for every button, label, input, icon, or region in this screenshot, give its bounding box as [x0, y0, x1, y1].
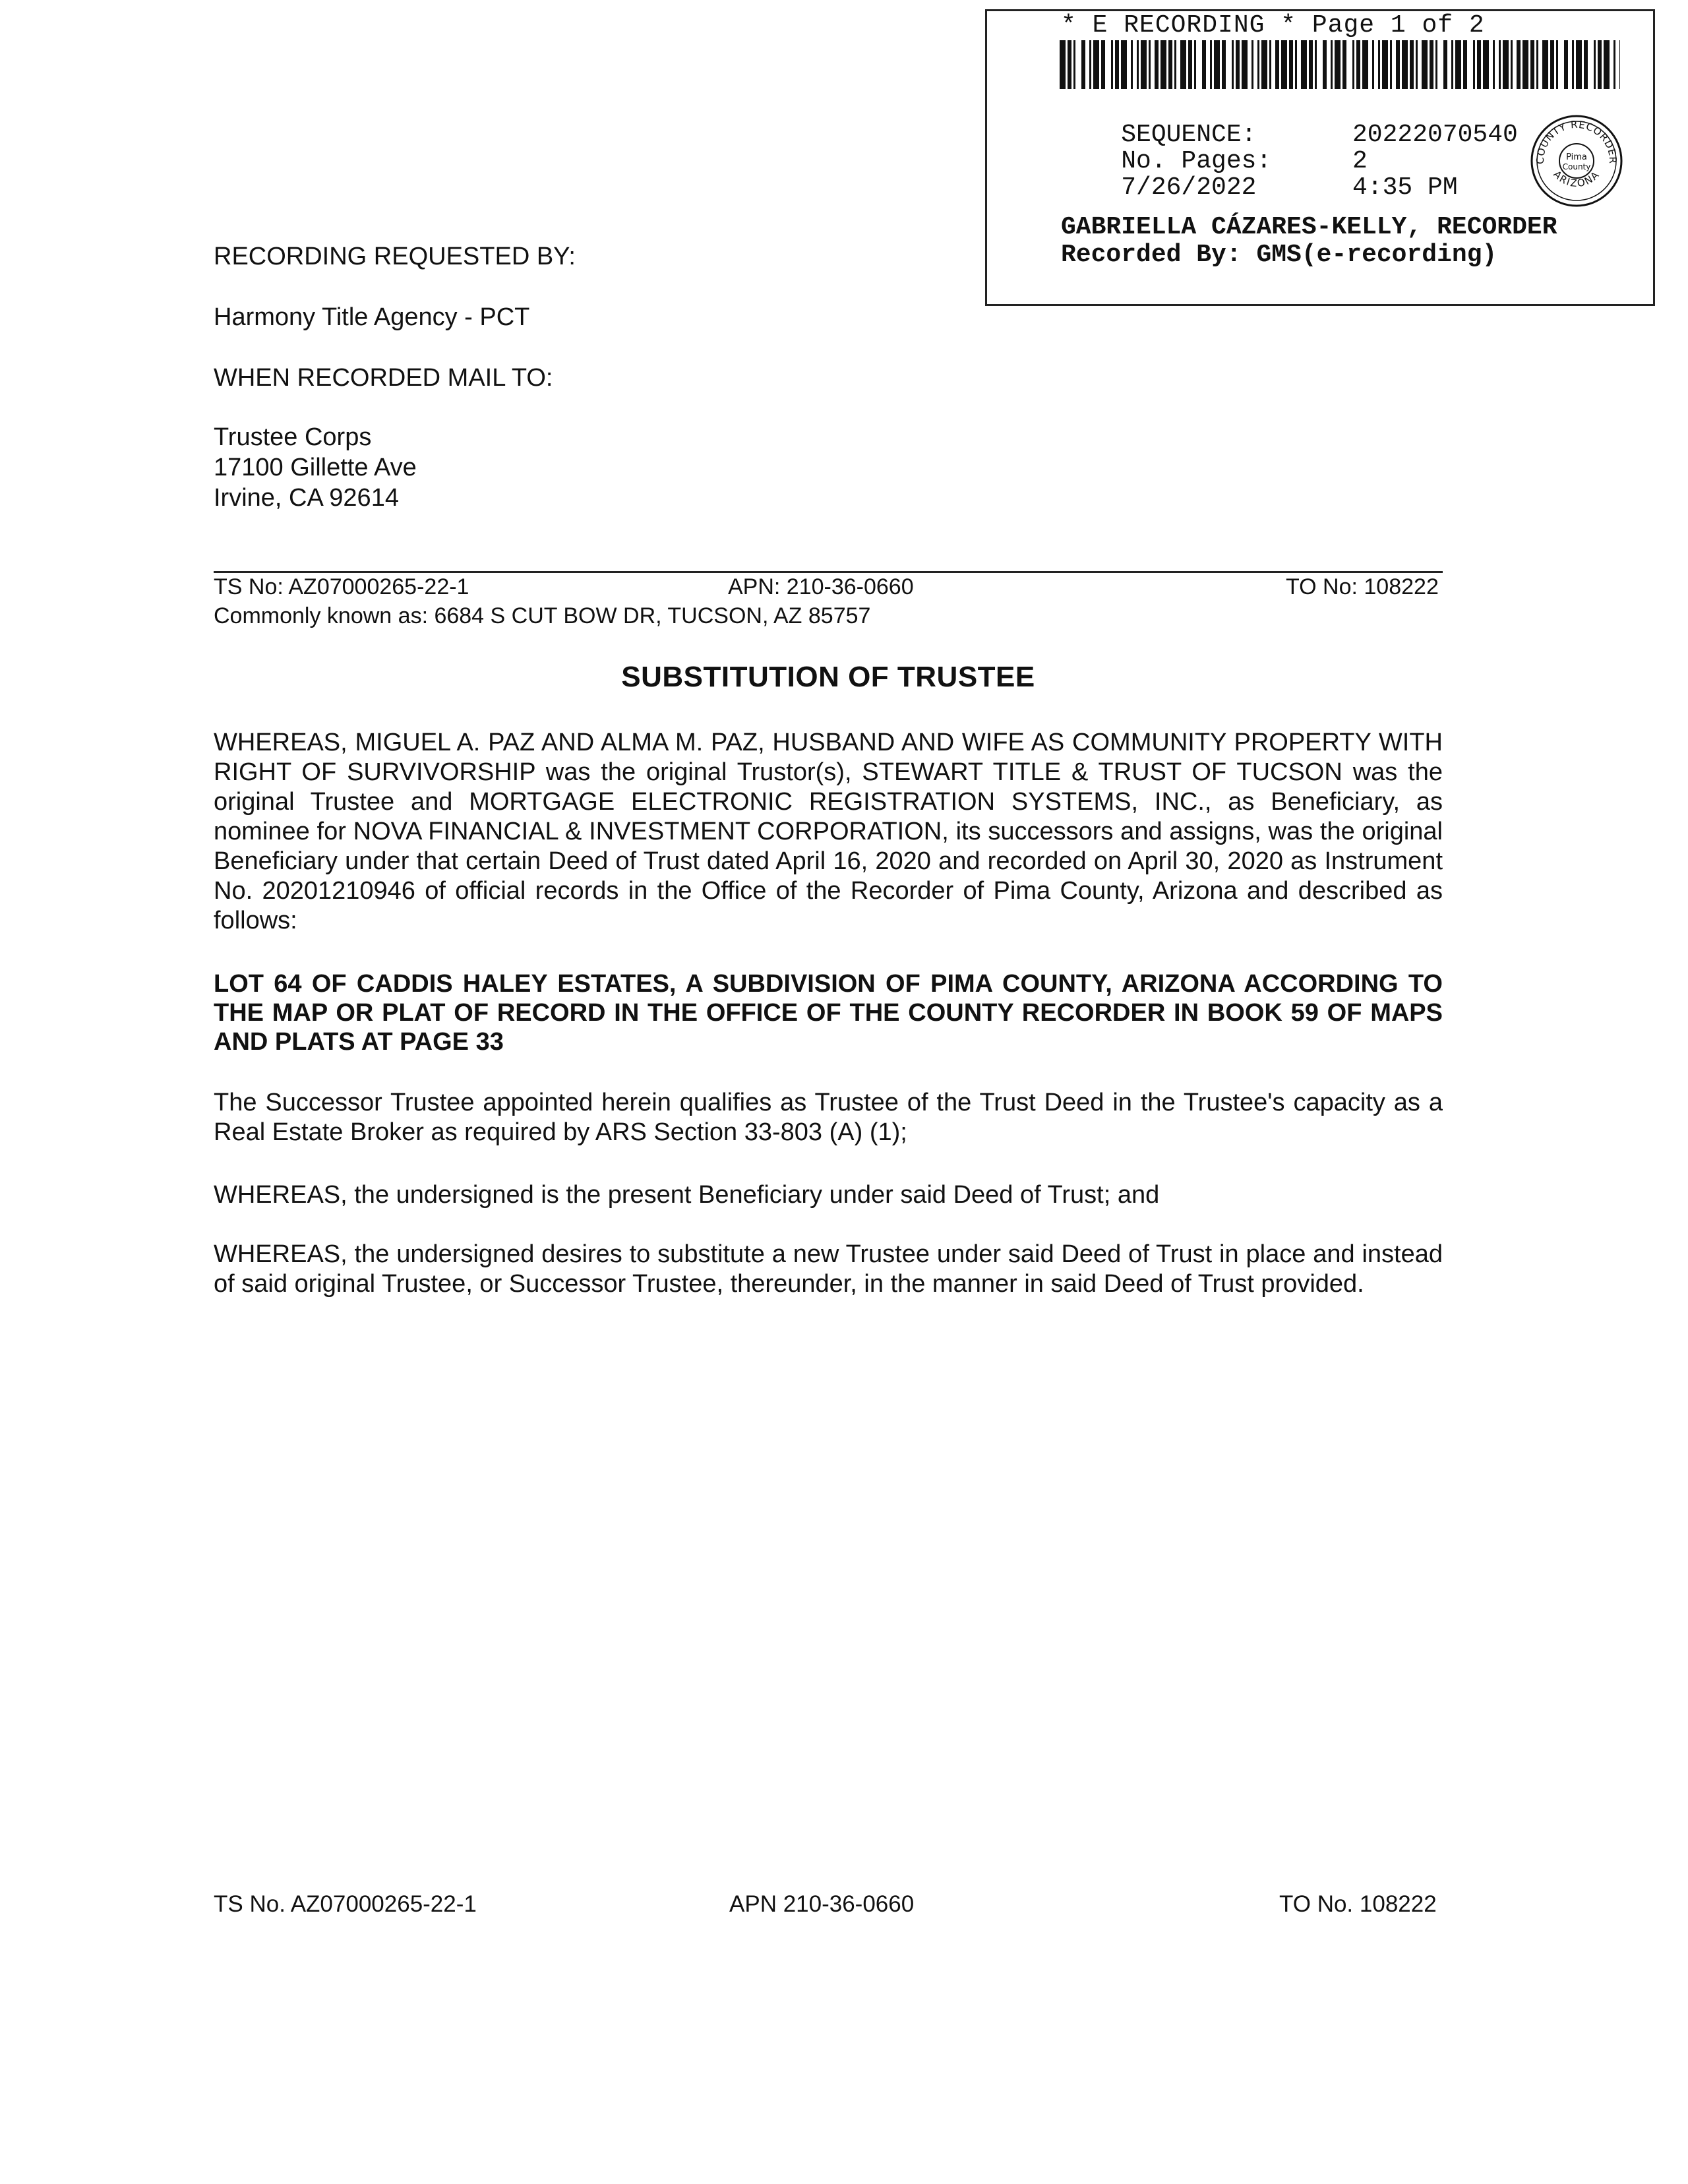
- recorder-name: GABRIELLA CÁZARES-KELLY, RECORDER: [1061, 213, 1557, 241]
- sequence-value: 20222070540: [1352, 121, 1518, 149]
- pages-label: No. Pages:: [1121, 147, 1272, 175]
- mail-to-label: WHEN RECORDED MAIL TO:: [214, 364, 553, 392]
- footer-ts-number: TS No. AZ07000265-22-1: [214, 1891, 477, 1917]
- legal-description: LOT 64 OF CADDIS HALEY ESTATES, A SUBDIVISION OF PIMA COUNTY, ARIZONA ACCORDING TO THE MAP OR PLAT OF RECORD IN THE OFFICE OF THE COUNTY RECORDER IN BOOK 59 OF MAPS AND PLATS AT PAGE 33: [214, 970, 1443, 1056]
- county-recorder-seal-icon: [1529, 113, 1624, 208]
- recorded-by: Recorded By: GMS(e-recording): [1061, 241, 1497, 269]
- recording-stamp: [985, 9, 1655, 306]
- successor-trustee-paragraph: The Successor Trustee appointed herein qualifies as Trustee of the Trust Deed in the Trustee's capacity as a Real Estate Broker as required by ARS Section 33-803 (A) (1);: [214, 1089, 1443, 1146]
- recording-date: 7/26/2022: [1121, 173, 1257, 202]
- to-number: TO No: 108222: [1286, 574, 1439, 599]
- stamp-header: * E RECORDING * Page 1 of 2: [1061, 11, 1485, 40]
- ts-number: TS No: AZ07000265-22-1: [214, 574, 469, 599]
- barcode: [1060, 40, 1620, 89]
- mail-to-name: Trustee Corps: [214, 423, 372, 451]
- footer-to-number: TO No. 108222: [1279, 1891, 1437, 1917]
- footer-apn: APN 210-36-0660: [729, 1891, 915, 1917]
- whereas-paragraph-1: WHEREAS, MIGUEL A. PAZ AND ALMA M. PAZ, HUSBAND AND WIFE AS COMMUNITY PROPERTY WITH RIGHT OF SURVIVORSHIP was the original Trustor(s), STEWART TITLE & TRUST OF TUCSON was the original Trustee and MORTGAGE ELECTRONIC REGISTRATION SYSTEMS, INC., as Beneficiary, as nominee for NOVA FINANCIAL & INVESTMENT CORPORATION, its successors and assigns, was the original Beneficiary under that certain Deed of Trust dated April 16, 2020 and recorded on April 30, 2020 as Instrument No. 20201210946 of official records in the Office of the Recorder of Pima County, Arizona and described as follows:: [214, 729, 1443, 934]
- seal-center-text-2: County: [1562, 162, 1591, 171]
- pages-value: 2: [1352, 147, 1368, 175]
- requested-by-value: Harmony Title Agency - PCT: [214, 303, 530, 331]
- document-title: SUBSTITUTION OF TRUSTEE: [621, 661, 1035, 693]
- mail-to-street: 17100 Gillette Ave: [214, 454, 417, 481]
- whereas-paragraph-2: WHEREAS, the undersigned is the present Beneficiary under said Deed of Trust; and: [214, 1181, 1160, 1209]
- requested-by-label: RECORDING REQUESTED BY:: [214, 243, 576, 270]
- reference-divider: [214, 571, 1443, 573]
- sequence-label: SEQUENCE:: [1121, 121, 1257, 149]
- commonly-known-as: Commonly known as: 6684 S CUT BOW DR, TUCSON, AZ 85757: [214, 603, 871, 628]
- recording-time: 4:35 PM: [1352, 173, 1458, 202]
- mail-to-city: Irvine, CA 92614: [214, 484, 399, 512]
- apn-number: APN: 210-36-0660: [728, 574, 914, 599]
- seal-center-text-1: Pima: [1566, 152, 1587, 162]
- seal-top-text: COUNTY RECORDER: [1534, 118, 1619, 165]
- whereas-paragraph-3: WHEREAS, the undersigned desires to substitute a new Trustee under said Deed of Trust in place and instead of said original Trustee, or Successor Trustee, thereunder, in the manner in said Deed of Trust provided.: [214, 1240, 1443, 1298]
- svg-text:ARIZONA: [1551, 168, 1602, 189]
- seal-bottom-text: ARIZONA: [1551, 168, 1602, 190]
